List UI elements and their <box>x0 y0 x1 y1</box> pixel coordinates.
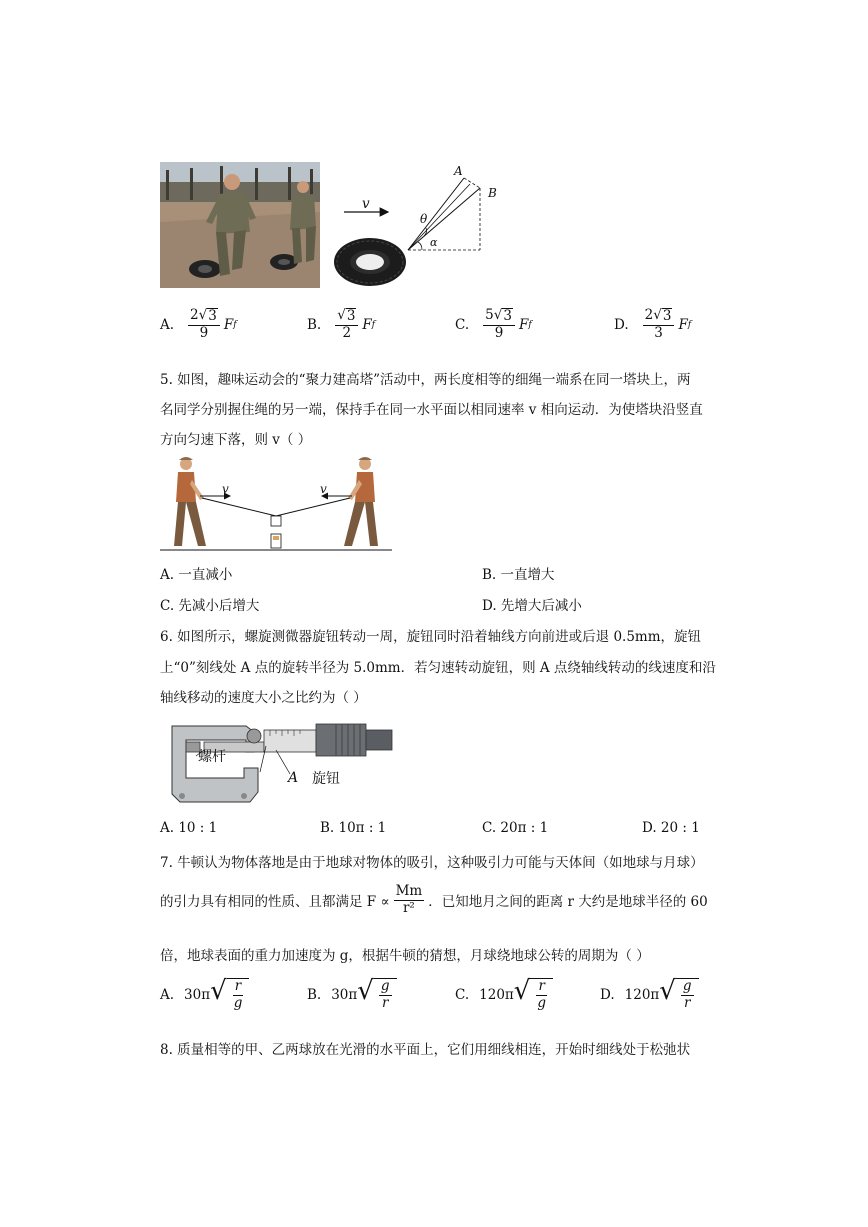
q7-text-line-3: 倍，地球表面的重力加速度为 g，根据牛顿的猜想，月球绕地球公转的周期为（ ） <box>160 948 650 964</box>
q4-option-a[interactable]: A. 2 √ 3 9 F f <box>160 307 237 341</box>
right-velocity-label: v <box>320 482 327 496</box>
screw-rod-label: 螺杆 <box>198 749 226 765</box>
q4-option-c[interactable]: C. 5 √ 3 9 F f <box>455 307 532 341</box>
q4-option-b[interactable]: B. √ 3 2 F f <box>307 307 376 341</box>
q4-option-d[interactable]: D. 2 √ 3 3 F f <box>614 307 692 341</box>
point-b-label: B <box>488 186 497 200</box>
q5-option-a[interactable]: A. 一直减小 <box>160 567 233 583</box>
point-a-label: A <box>454 164 463 178</box>
q7-option-a[interactable]: A. 30π √ $\frac{r}{g}$ <box>160 978 249 1011</box>
q6-option-a[interactable]: A. 10 : 1 <box>160 820 218 836</box>
micrometer-diagram <box>166 716 398 808</box>
q6-option-d[interactable]: D. 20 : 1 <box>642 820 700 836</box>
alpha-label: α <box>430 236 438 249</box>
q6-option-c[interactable]: C. 20π : 1 <box>482 820 549 836</box>
point-a-label: A <box>288 770 299 786</box>
velocity-label: v <box>362 196 370 212</box>
q8-text-line-1: 8. 质量相等的甲、乙两球放在光滑的水平面上，它们用细线相连，开始时细线处于松弛状 <box>160 1042 691 1058</box>
q7-text-line-1: 7. 牛顿认为物体落地是由于地球对物体的吸引，这种吸引力可能与天体间（如地球与月球） <box>160 855 704 871</box>
tower-rope-diagram <box>160 452 392 554</box>
q7-option-c[interactable]: C. 120π √ $\frac{r}{g}$ <box>455 978 553 1011</box>
q7-text-line-2: 的引力具有相同的性质、且都满足 F ∝ $\frac{Mm}{\text{r²}}$ ．已知地月之间的距离 r 大约是地球半径的 60 <box>160 883 708 916</box>
q5-text-line-2: 名同学分别握住绳的另一端，保持手在同一水平面以相同速率 v 相向运动．为使塔块沿竖直 <box>160 402 703 418</box>
q6-text-line-1: 6. 如图所示，螺旋测微器旋钮转动一周，旋钮同时沿着轴线方向前进或后退 0.5mm，旋钮 <box>160 629 702 645</box>
q6-text-line-2: 上“0”刻线处 A 点的旋转半径为 5.0mm．若匀速转动旋钮，则 A 点绕轴线转动的线速度和沿 <box>160 660 716 676</box>
q7-option-d[interactable]: D. 120π √ $\frac{g}{r}$ <box>600 978 699 1011</box>
soldiers-photo <box>160 162 320 288</box>
theta-label: θ <box>420 212 428 226</box>
q7-option-b[interactable]: B. 30π √ $\frac{g}{r}$ <box>307 978 397 1011</box>
knob-label: 旋钮 <box>312 771 340 787</box>
q5-text-line-1: 5. 如图，趣味运动会的“聚力建高塔”活动中，两长度相等的细绳一端系在同一塔块上，两 <box>160 372 691 388</box>
q6-text-line-3: 轴线移动的速度大小之比约为（ ） <box>160 690 367 706</box>
q5-option-c[interactable]: C. 先减小后增大 <box>160 598 260 614</box>
q6-option-b[interactable]: B. 10π : 1 <box>320 820 387 836</box>
tire-force-diagram <box>330 162 510 294</box>
q5-text-line-3: 方向匀速下落，则 v（ ） <box>160 432 312 448</box>
q5-option-d[interactable]: D. 先增大后减小 <box>482 598 582 614</box>
left-velocity-label: v <box>222 482 229 496</box>
q5-option-b[interactable]: B. 一直增大 <box>482 567 555 583</box>
